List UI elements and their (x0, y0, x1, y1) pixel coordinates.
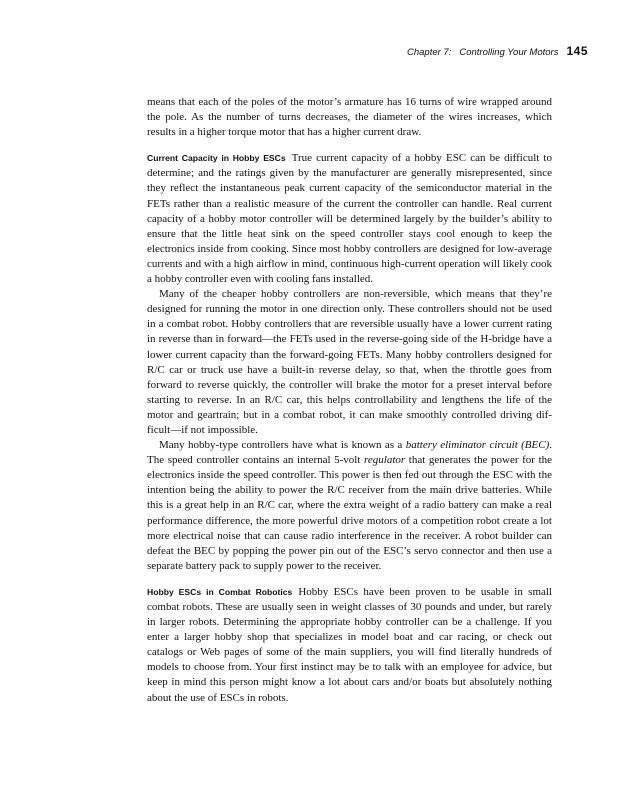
chapter-label: Chapter 7: (406, 47, 452, 58)
paragraph-combat-robotics (147, 585, 552, 706)
page-body (147, 95, 552, 706)
section-heading-current-capacity: Current Capacity in Hobby ESCs (147, 153, 286, 164)
text-run: Many hobby-type controllers have what is known as a (159, 439, 406, 452)
paragraph-current-capacity (147, 151, 552, 287)
chapter-title: Controlling Your Motors (459, 47, 559, 58)
paragraph-text: True current capacity of a hobby ESC can be difficult to determine; and the ratings given by the manufacturer are generally misrepresented, since they reflect the instantaneous peak current capacity of the semiconductor material in the FETs rather than a realistic measure of the current the controller can handle. Real current capacity of a hobby motor controller will be determined largely by the builder’s ability to ensure that the little heat sink on the speed controller stays cool enough to keep the electronics inside from cooking. Since most hobby controllers are designed for low-average currents and with a high airflow in mind, continuous high-current operation will likely cook a hobby controller even with cooling fans installed. (147, 152, 552, 286)
section-heading-combat-robotics: Hobby ESCs in Combat Robotics (147, 586, 293, 597)
page-number: 145 (566, 44, 588, 58)
running-header (407, 44, 588, 58)
paragraph-text: Hobby ESCs have been proven to be usable in small combat robots. These are usually seen in weight classes of 30 pounds and under, but rarely in larger robots. Determining the appropriate hobby controller can be a challenge. If you enter a larger hobby shop that specializes in model boat and car racing, or check out catalogs or Web pages of some of the main suppliers, you will find literally hundreds of models to choose from. Your first instinct may be to talk with an employee for advice, but keep in mind this person might know a lot about cars and/or boats but absolutely nothing about the use of ESCs in robots. (147, 585, 552, 704)
text-run: . The speed controller contains an internal 5-volt (147, 439, 552, 467)
term-regulator: regulator (364, 454, 406, 467)
paragraph-non-reversible: Many of the cheaper hobby controllers are non-reversible, which means that they’re designed for running the motor in one direction only. These controllers should not be used in a combat robot. Hobby controllers that are reversible usually have a lower current rating in reverse than in forward—the FETs used in the reverse-going side of the H-bridge have a lower current capacity than the forward-going FETs. Many hobby controllers designed for R/C car or truck use have a built-in reverse delay, so that, when the throttle goes from forward to reverse quickly, the controller will brake the motor for a preset interval before starting to reverse. In an R/C car, this helps controllability and lengthens the life of the motor and geartrain; but in a combat robot, it can make smoothly controlled driving difficult—if not impossible. (147, 288, 552, 436)
paragraph-intro: means that each of the poles of the motor’s armature has 16 turns of wire wrapped around the pole. As the number of turns decreases, the diameter of the wires increases, which results in a higher torque motor that has a higher current draw. (147, 96, 552, 139)
paragraph-bec (147, 438, 552, 574)
term-bec: battery eliminator circuit (BEC) (405, 439, 550, 452)
text-run: that generates the power for the electronics inside the speed controller. This power is then fed out through the ESC with the intention being the ability to power the R/C receiver from the main drive batteries. While this is a great help in an R/C car, where the extra weight of a radio battery can make a real performance difference, the more powerful drive motors of a competition robot create a lot more electrical noise that can cause radio interference in the receiver. A robot builder can defeat the BEC by popping the power pin out of the ESC’s servo connector and then use a separate battery pack to supply power to the receiver. (147, 454, 553, 572)
